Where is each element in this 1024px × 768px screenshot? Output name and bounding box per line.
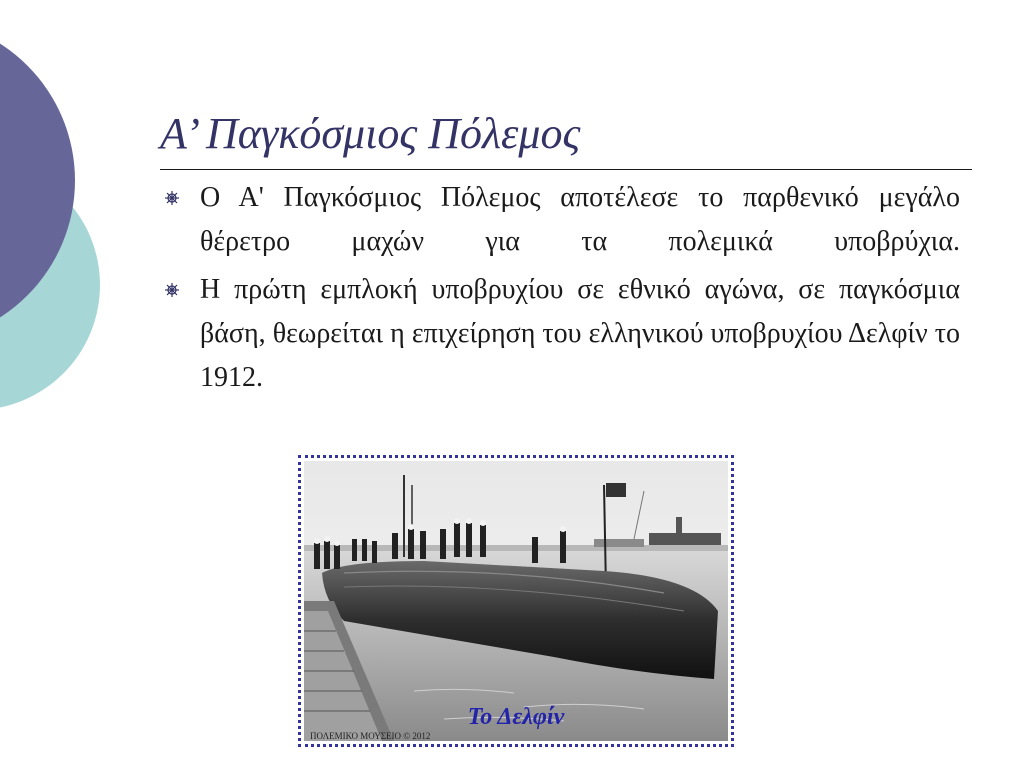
slide-title: Α’ Παγκόσμιος Πόλεμος (160, 109, 581, 158)
bullet-text: Ο Α' Παγκόσμιος Πόλεμος αποτέλεσε το παρθενικό μεγάλο θέρετρο μαχών για τα πολεμικά υποβρύχια. (200, 182, 960, 257)
bullet-item (160, 176, 960, 264)
photo-caption: Το Δελφίν (467, 704, 565, 730)
submarine-illustration (304, 461, 728, 741)
ships-wheel-icon (160, 268, 200, 312)
bullet-text: Η πρώτη εμπλοκή υποβρυχίου σε εθνικό αγώνα, σε παγκόσμια βάση, θεωρείται η επιχείρηση του ελληνικού υποβρυχίου Δελφίν το 1912. (200, 274, 960, 393)
submarine-photo (304, 461, 728, 741)
photo-frame (298, 455, 734, 747)
photo-credit: ΠΟΛΕΜΙΚΟ ΜΟΥΣΕΙΟ © 2012 (310, 731, 431, 741)
bullet-list (160, 176, 960, 404)
bullet-item (160, 268, 960, 400)
title-underline (160, 169, 972, 170)
ships-wheel-icon (160, 176, 200, 220)
